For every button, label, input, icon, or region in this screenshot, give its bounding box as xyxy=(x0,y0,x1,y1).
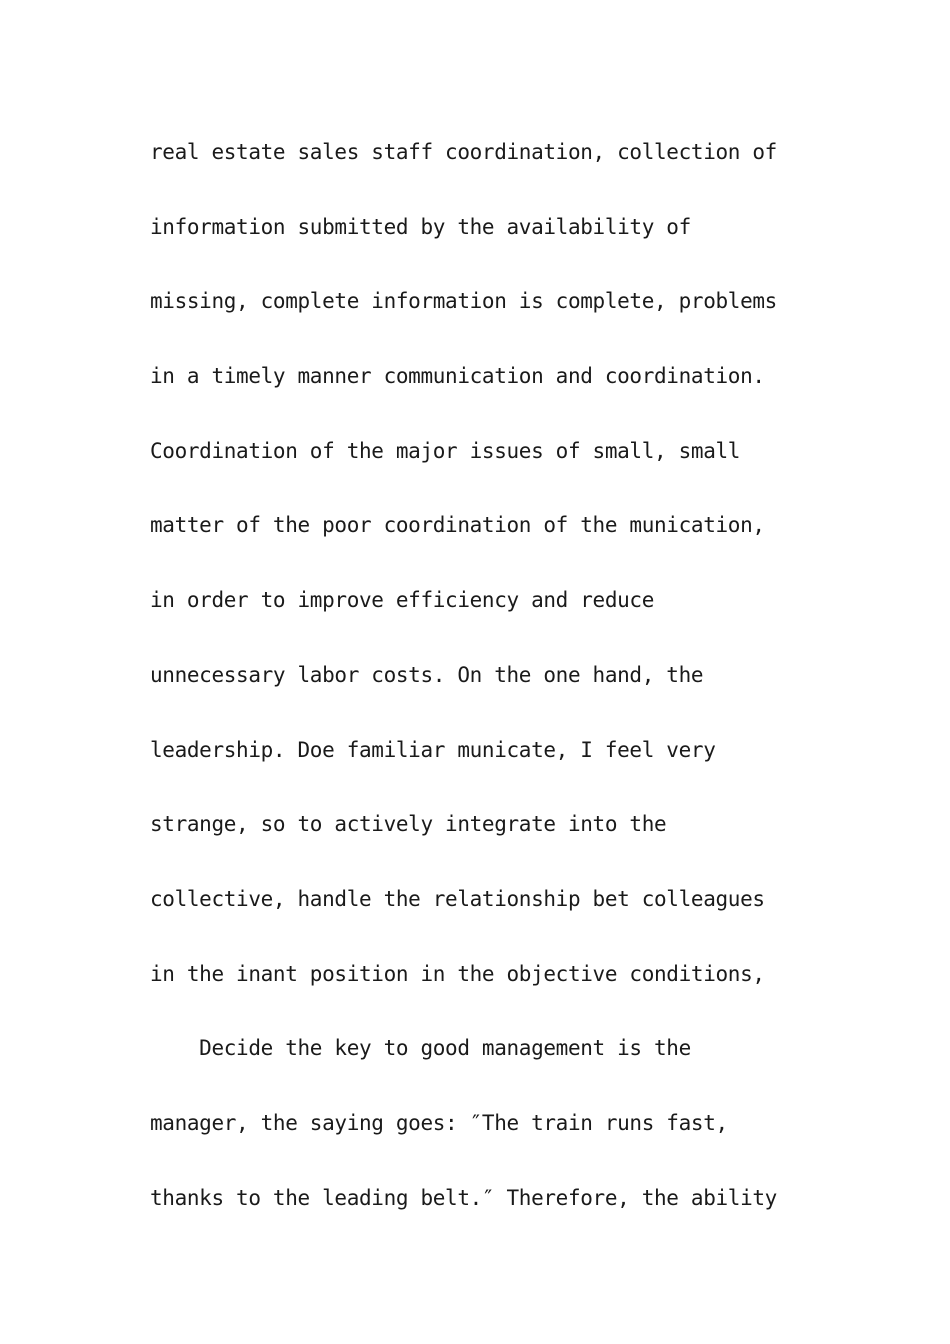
text-line-7: in order to improve efficiency and reduce xyxy=(150,588,655,613)
text-line-4: in a timely manner communication and coordination. xyxy=(150,364,765,389)
text-line-1: real estate sales staff coordination, collection of xyxy=(150,140,777,164)
text-line-5: Coordination of the major issues of small, small xyxy=(150,438,741,463)
text-line-6: matter of the poor coordination of the munication, xyxy=(150,513,765,538)
text-line-9: leadership. Doe familiar municate, I feel very xyxy=(150,737,716,762)
text-line-11: collective, handle the relationship bet colleagues xyxy=(150,886,765,911)
text-line-15: thanks to the leading belt.″ Therefore, the ability xyxy=(150,1185,777,1210)
text-line-12: in the inant position in the objective conditions, xyxy=(150,961,765,986)
text-line-14: manager, the saying goes: ″The train runs fast, xyxy=(150,1110,728,1135)
text-line-10: strange, so to actively integrate into the xyxy=(150,812,667,837)
body-text xyxy=(150,115,830,1235)
text-line-3: missing, complete information is complete, problems xyxy=(150,289,777,314)
text-line-13: Decide the key to good management is the xyxy=(150,1036,691,1061)
text-line-8: unnecessary labor costs. On the one hand, the xyxy=(150,662,704,687)
text-line-2: information submitted by the availability of xyxy=(150,214,691,239)
